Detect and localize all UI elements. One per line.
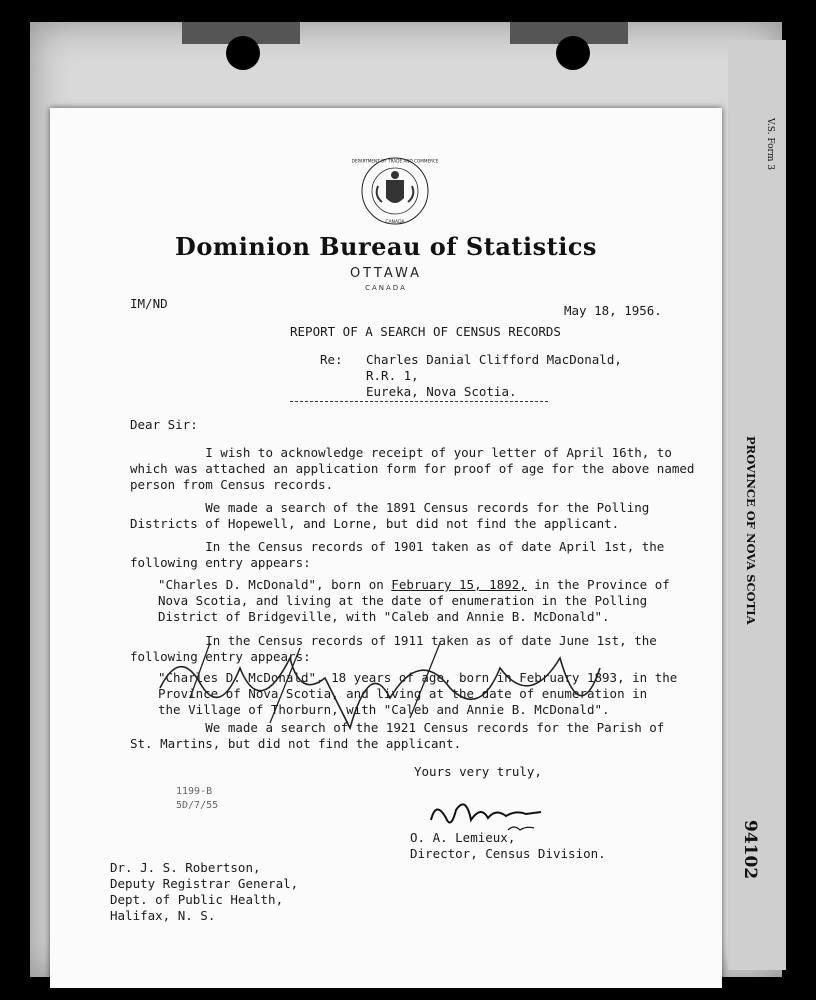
salutation: Dear Sir: <box>130 417 198 432</box>
punch-hole-left <box>226 36 260 70</box>
signer-name: O. A. Lemieux, <box>410 830 516 845</box>
form-number-label: V.S. Form 3 <box>765 118 775 170</box>
province-heading: PROVINCE OF NOVA SCOTIA <box>744 436 758 625</box>
subject-divider <box>290 401 548 402</box>
birth-date-underlined: February 15, 1892, <box>391 577 527 592</box>
city-label: OTTAWA <box>349 266 423 281</box>
paragraph-1921-search: We made a search of the 1921 Census records for the Parish of St. Martins, but did not find the applicant. <box>130 720 665 751</box>
registration-number: 94102 <box>740 820 760 880</box>
punch-hole-right <box>556 36 590 70</box>
margin-note-file: 1199-B <box>176 786 213 797</box>
census-entry-1901: "Charles D. McDonald", born on February 15, 1892, in the Province of Nova Scotia, and living at the date of enumeration in the Polling District of Bridgeville, with "Caleb and Annie B. McDonald". <box>158 577 670 624</box>
letter-page <box>50 108 722 988</box>
country-label: CANADA <box>365 284 407 292</box>
re-label: Re: <box>320 352 343 367</box>
letter-date: May 18, 1956. <box>564 303 662 318</box>
re-line-town: Eureka, Nova Scotia. <box>366 384 517 399</box>
paragraph-1911-intro: In the Census records of 1911 taken as of date June 1st, the following entry appears: <box>130 633 657 664</box>
report-subject: REPORT OF A SEARCH OF CENSUS RECORDS <box>290 324 561 339</box>
re-line-name: Charles Danial Clifford MacDonald, <box>366 352 622 367</box>
svg-text:CANADA: CANADA <box>385 220 405 225</box>
closing-line: Yours very truly, <box>414 764 542 779</box>
addressee-dept: Dept. of Public Health, <box>110 892 284 907</box>
organization-title: Dominion Bureau of Statistics <box>175 232 597 261</box>
census-entry-1911: "Charles D. McDonald", 18 years of age, born in February 1893, in the Province of Nova Scotia, and living at the date of enumeration in the Village of Thorburn, with "Caleb and Annie B. McDonald". <box>158 670 678 717</box>
reference-code: IM/ND <box>130 296 168 311</box>
signer-title: Director, Census Division. <box>410 846 606 861</box>
margin-note-date: 5D/7/55 <box>176 800 219 811</box>
paragraph-1901-intro: In the Census records of 1901 taken as of date April 1st, the following entry appears: <box>130 539 665 570</box>
re-line-route: R.R. 1, <box>366 368 419 383</box>
crest-seal-icon <box>351 156 439 226</box>
addressee-name: Dr. J. S. Robertson, <box>110 860 261 875</box>
addressee-city: Halifax, N. S. <box>110 908 216 923</box>
addressee-title: Deputy Registrar General, <box>110 876 299 891</box>
paragraph-1891-search: We made a search of the 1891 Census records for the Polling Districts of Hopewell, and Lorne, but did not find the applicant. <box>130 500 650 531</box>
paragraph-acknowledgement: I wish to acknowledge receipt of your letter of April 16th, to which was attached an application form for proof of age for the above named person from Census records. <box>130 445 695 492</box>
svg-text:DEPARTMENT OF TRADE AND COMMER: DEPARTMENT OF TRADE AND COMMERCE <box>351 158 439 164</box>
